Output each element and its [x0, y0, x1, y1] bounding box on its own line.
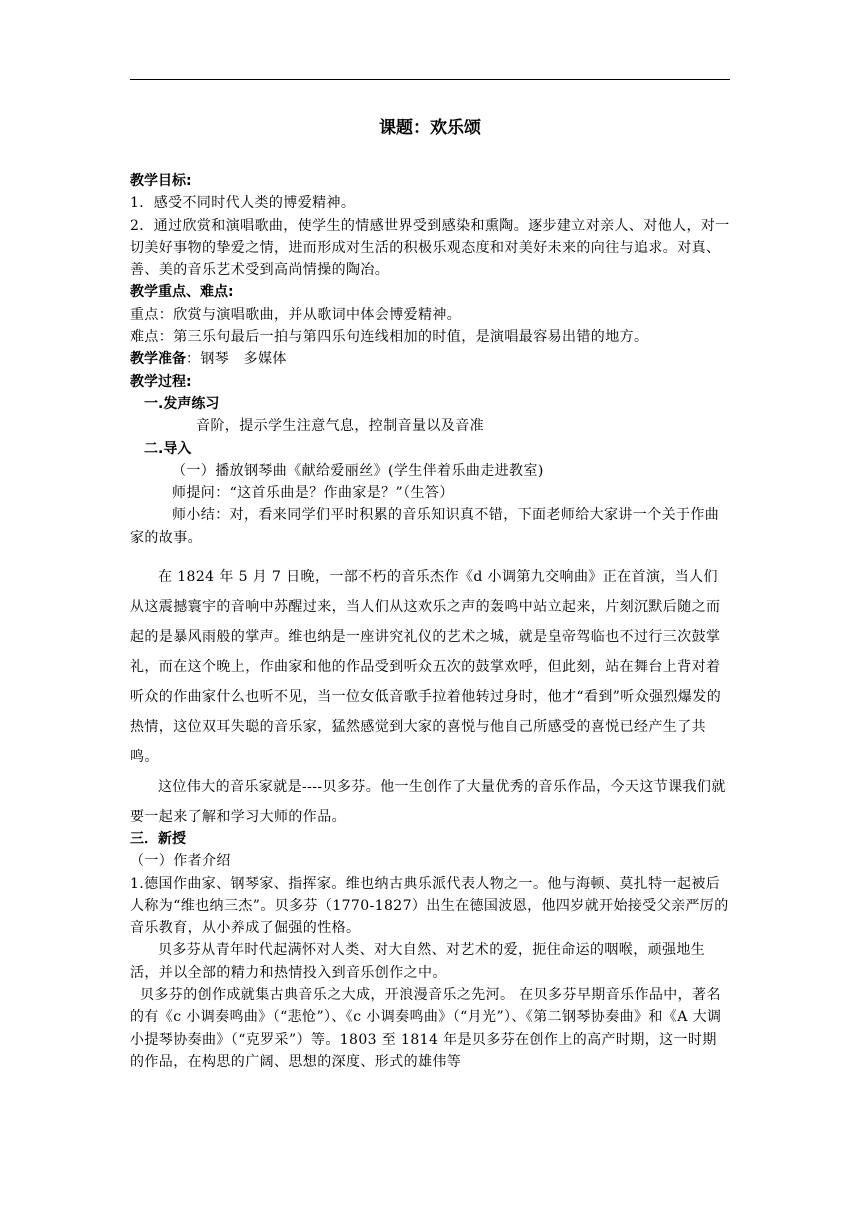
page-title: 课题：欢乐颂 [379, 118, 481, 138]
intro-step-1: （一）播放钢琴曲《献给爱丽丝》(学生伴着乐曲走进教室) [172, 462, 544, 479]
header-rule [130, 79, 730, 80]
process-heading: 教学过程: [130, 373, 192, 390]
preparation-line [130, 348, 730, 370]
story-paragraph-1: 在 1824 年 5 月 7 日晚，一部不朽的音乐杰作《d 小调第九交响曲》正在首演，当人们从这震撼寰宇的音响中苏醒过来，当人们从这欢乐之声的轰鸣中站立起来，片刻沉默后随之而起的是暴风雨般的掌声。维也纳是一座讲究礼仪的艺术之城，就是皇帝驾临也不过行三次鼓掌礼，而在这个晚上，作曲家和他的作品受到听众五次的鼓掌欢呼，但此刻，站在舞台上背对着听众的作曲家什么也听不见，当一位女低音歌手拉着他转过身时，他才“看到”听众强烈爆发的热情，这位双耳失聪的音乐家，猛然感觉到大家的喜悦与他自己所感受的喜悦已经产生了共鸣。 [130, 569, 722, 765]
author-intro-heading: （一）作者介绍 [130, 853, 231, 870]
new-lesson-section [130, 828, 730, 1073]
new-lesson-heading: 三．新授 [130, 831, 186, 847]
author-paragraph-3: 贝多芬的创作成就集古典音乐之大成，开浪漫音乐之先河。 在贝多芬早期音乐作品中，著名的有《c 小调奏鸣曲》（“悲怆”）、《c 小调奏鸣曲》（“月光”）、《第二钢琴协奏曲》和《A 大调小提琴协奏曲》（“克罗采”）等。1803 至 1814 年是贝多芬在创作上的高产时期，这一时期的作品，在构思的广阔、思想的深度、形式的雄伟等 [130, 987, 722, 1070]
intro-step-3: 师小结：对，看来同学们平时积累的音乐知识真不错，下面老师给大家讲一个关于作曲家的故事。 [130, 507, 720, 546]
author-paragraph-2: 贝多芬从青年时代起满怀对人类、对大自然、对艺术的爱，扼住命运的咽喉，顽强地生活，并以全部的精力和热情投入到音乐创作之中。 [130, 942, 706, 981]
warmup-heading: 一.发声练习 [144, 395, 220, 412]
objective-item-2: 2．通过欣赏和演唱歌曲，使学生的情感世界受到感染和熏陶。逐步建立对亲人、对他人，对一切美好事物的挚爱之情，进而形成对生活的积极乐观态度和对美好未来的向往与追求。对真、善、美的音乐艺术受到高尚情操的陶冶。 [130, 217, 730, 279]
story-section [130, 562, 730, 832]
objectives-heading: 教学目标: [130, 173, 192, 189]
preparation-content: ：钢琴 多媒体 [186, 351, 287, 368]
warmup-text: 音阶，提示学生注意气息，控制音量以及音准 [196, 418, 484, 435]
objective-item-1: 1．感受不同时代人类的博爱精神。 [130, 195, 356, 212]
preparation-label: 教学准备 [130, 351, 186, 368]
intro-heading: 二.导入 [144, 440, 192, 457]
lesson-plan-top [130, 170, 730, 549]
author-paragraph-1: 1.德国作曲家、钢琴家、指挥家。维也纳古典乐派代表人物之一。他与海顿、莫扎特一起被后人称为“维也纳三杰”。贝多芬（1770-1827）出生在德国波恩，他四岁就开始接受父亲严厉的音乐教育，从小养成了倔强的性格。 [130, 875, 729, 937]
intro-step-2: 师提问：“这首乐曲是？作曲家是？”（生答） [172, 485, 454, 502]
key-points-heading: 教学重点、难点: [130, 284, 234, 301]
story-paragraph-2: 这位伟大的音乐家就是----贝多芬。他一生创作了大量优秀的音乐作品，今天这节课我们就要一起来了解和学习大师的作品。 [130, 779, 726, 825]
key-point-difficulty: 难点：第三乐句最后一拍与第四乐句连线相加的时值，是演唱最容易出错的地方。 [130, 329, 649, 346]
key-point-focus: 重点：欣赏与演唱歌曲，并从歌词中体会博爱精神。 [130, 306, 462, 323]
